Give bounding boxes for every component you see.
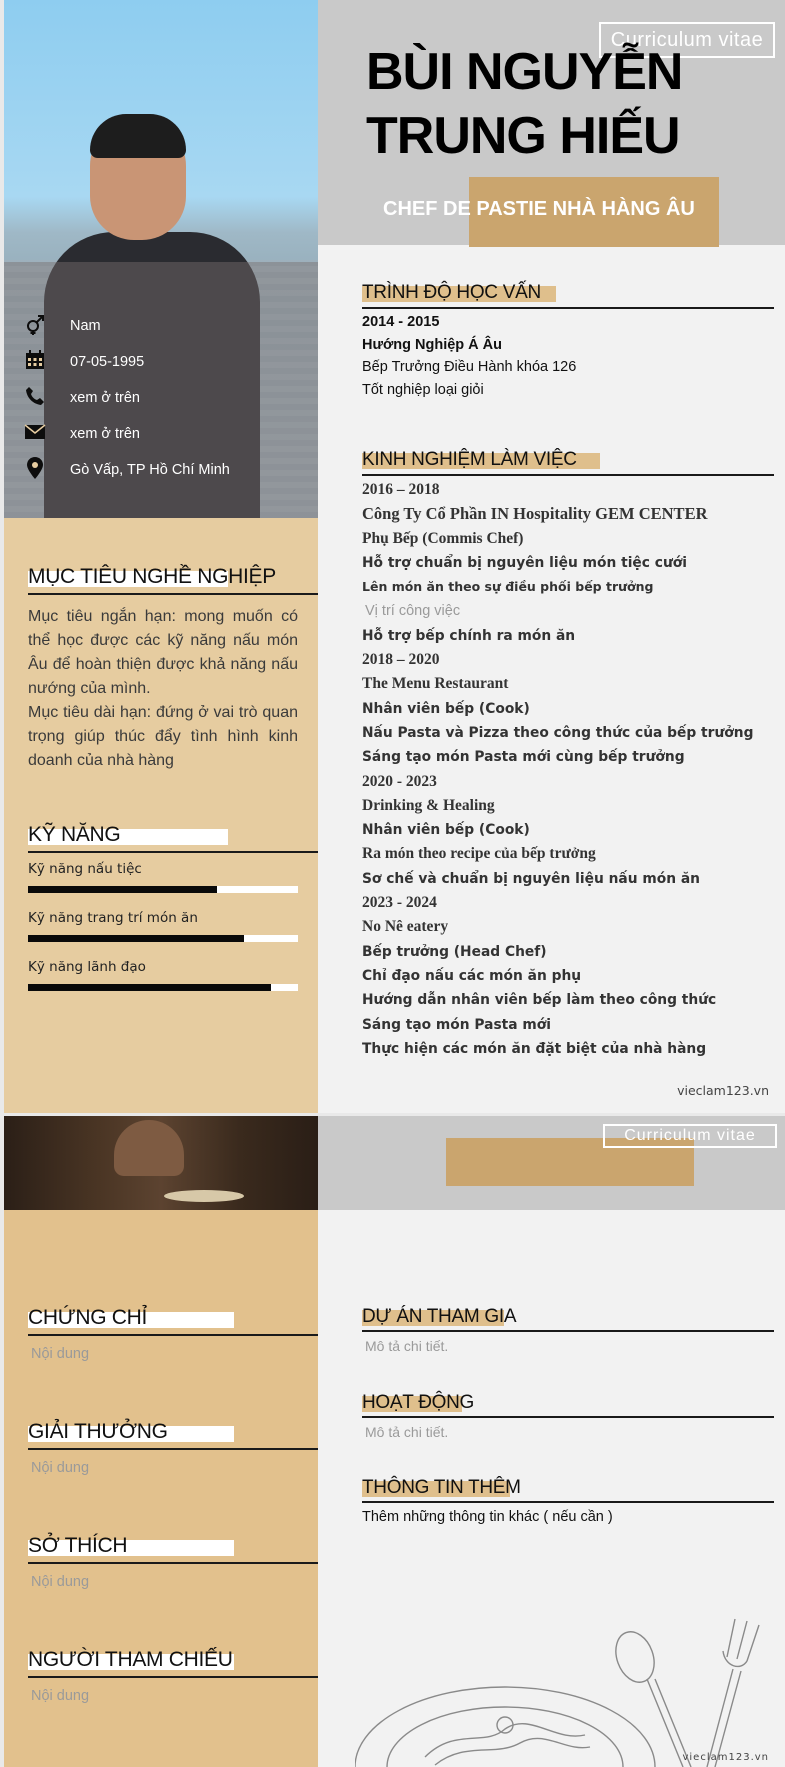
candidate-name: BÙI NGUYỄN TRUNG HIẾU: [366, 43, 683, 165]
location-pin-icon: [24, 457, 46, 479]
list-item: Nấu Pasta và Pizza theo công thức của bếp trưởng: [362, 724, 754, 741]
certificates-title: CHỨNG CHỈ: [28, 1306, 318, 1330]
awards-section: [28, 1420, 318, 1476]
skill-item: [28, 910, 318, 942]
education-school: Hướng Nghiệp Á Âu: [362, 336, 503, 353]
gender-icon: [24, 313, 46, 335]
certificates-content: Nội dung: [31, 1346, 90, 1362]
skill-label: Kỹ năng trang trí món ăn: [28, 910, 198, 926]
cooking-photo: [4, 1116, 318, 1210]
phone-icon: [24, 385, 46, 407]
skills-title: KỸ NĂNG: [28, 823, 318, 847]
hobbies-title: SỞ THÍCH: [28, 1534, 318, 1558]
phone-value: xem ở trên: [70, 390, 140, 406]
cv-page-2: [4, 1116, 785, 1767]
sidebar: [4, 1116, 318, 1767]
birthdate-value: 07-05-1995: [70, 354, 145, 370]
activities-content: Mô tả chi tiết.: [365, 1424, 449, 1440]
watermark: vieclam123.vn: [677, 1083, 769, 1098]
cutlery-plate-illustration: [355, 1617, 775, 1767]
education-course: Bếp Trưởng Điều Hành khóa 126: [362, 359, 577, 375]
gender-value: Nam: [70, 318, 101, 334]
awards-content: Nội dung: [31, 1460, 90, 1476]
list-item: Ra món theo recipe của bếp trưởng: [362, 845, 596, 863]
cv-label: Curriculum vitae: [599, 22, 775, 58]
list-item: Sáng tạo món Pasta mới: [362, 1016, 551, 1033]
list-item: Hỗ trợ bếp chính ra món ăn: [362, 627, 576, 644]
skill-bar: [28, 935, 298, 942]
phone-row: [24, 378, 314, 414]
hobbies-section: [28, 1534, 318, 1590]
list-item: Lên món ăn theo sự điều phối bếp trưởng: [362, 579, 654, 595]
list-item: 2016 – 2018: [362, 481, 440, 498]
cv-label: Curriculum vitae: [603, 1124, 777, 1148]
education-period: 2014 - 2015: [362, 314, 440, 330]
references-content: Nội dung: [31, 1688, 90, 1704]
awards-title: GIẢI THƯỞNG: [28, 1420, 318, 1444]
education-title: TRÌNH ĐỘ HỌC VẤN: [362, 282, 774, 304]
list-item: No Nê eatery: [362, 918, 449, 936]
projects-content: Mô tả chi tiết.: [365, 1338, 449, 1354]
list-item: Hỗ trợ chuẩn bị nguyên liệu món tiệc cưới: [362, 554, 687, 571]
email-value: xem ở trên: [70, 426, 140, 442]
references-title: NGƯỜI THAM CHIẾU: [28, 1648, 233, 1671]
references-section: [28, 1648, 318, 1704]
list-item: 2020 - 2023: [362, 772, 437, 790]
certificates-section: [28, 1306, 318, 1362]
address-value: Gò Vấp, TP Hồ Chí Minh: [70, 462, 230, 478]
skill-item: [28, 959, 318, 991]
list-item: Sơ chế và chuẩn bị nguyên liệu nấu món ăn: [362, 870, 700, 887]
activities-title: HOẠT ĐỘNG: [362, 1392, 475, 1413]
main-content: [318, 0, 785, 1113]
hobbies-content: Nội dung: [31, 1574, 90, 1590]
list-item: Nhân viên bếp (Cook): [362, 822, 530, 839]
list-item: Phụ Bếp (Commis Chef): [362, 529, 524, 547]
projects-section: [362, 1306, 774, 1354]
address-row: [24, 450, 314, 486]
additional-info-title: THÔNG TIN THÊM: [362, 1477, 521, 1498]
list-item: Chỉ đạo nấu các món ăn phụ: [362, 967, 582, 984]
experience-list: [362, 478, 774, 1061]
envelope-icon: [24, 421, 46, 443]
gender-row: [24, 306, 314, 342]
additional-info-section: [362, 1477, 774, 1525]
list-item: Drinking & Healing: [362, 796, 495, 814]
birthdate-row: [24, 342, 314, 378]
list-item: 2023 - 2024: [362, 894, 437, 912]
calendar-icon: [24, 349, 46, 371]
education-result: Tốt nghiệp loại giỏi: [362, 381, 484, 398]
list-item: Hướng dẫn nhân viên bếp làm theo công thức: [362, 992, 717, 1009]
education-section: [362, 282, 774, 401]
job-title: CHEF DE PASTIE NHÀ HÀNG ÂU: [383, 198, 695, 220]
skills-section: [28, 823, 318, 1008]
email-row: [24, 414, 314, 450]
list-item: Bếp trưởng (Head Chef): [362, 943, 547, 960]
skill-label: Kỹ năng nấu tiệc: [28, 861, 142, 877]
short-term-goal: Mục tiêu ngắn hạn: mong muốn có thể học được các kỹ năng nấu món Âu để hoàn thiện được khả năng nấu nướng của mình.: [28, 608, 298, 697]
sidebar: [4, 0, 318, 1113]
skill-bar: [28, 886, 298, 893]
projects-title: DỰ ÁN THAM GIA: [362, 1306, 517, 1327]
list-item: Thực hiện các món ăn đặt biệt của nhà hàng: [362, 1040, 707, 1057]
experience-section: [362, 449, 774, 1061]
additional-info-content: Thêm những thông tin khác ( nếu cần ): [362, 1509, 613, 1525]
list-item: Sáng tạo món Pasta mới cùng bếp trưởng: [362, 749, 685, 766]
watermark: vieclam123.vn: [682, 1752, 769, 1763]
list-item: 2018 – 2020: [362, 651, 440, 669]
activities-section: [362, 1392, 774, 1440]
page2-header: [318, 1116, 785, 1210]
list-item: Công Ty Cổ Phần IN Hospitality GEM CENTER: [362, 504, 708, 524]
list-item: Vị trí công việc: [365, 603, 461, 620]
list-item: Nhân viên bếp (Cook): [362, 700, 530, 717]
skill-item: [28, 861, 318, 893]
career-goal-title: MỤC TIÊU NGHỀ NGHIỆP: [28, 565, 276, 588]
skill-label: Kỹ năng lãnh đạo: [28, 959, 146, 975]
skill-bar: [28, 984, 298, 991]
contact-info: [24, 306, 314, 486]
list-item: The Menu Restaurant: [362, 675, 509, 693]
cv-page-1: [4, 0, 785, 1113]
experience-title: KINH NGHIỆM LÀM VIỆC: [362, 449, 774, 471]
long-term-goal: Mục tiêu dài hạn: đứng ở vai trò quan trọng giúp thúc đẩy tình hình kinh doanh của nhà hàng: [28, 704, 298, 769]
career-goal-section: [28, 565, 318, 773]
